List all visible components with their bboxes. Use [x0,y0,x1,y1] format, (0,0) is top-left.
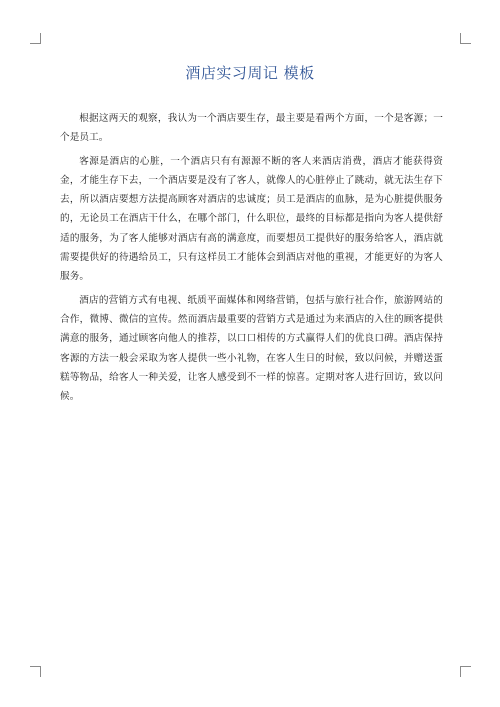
paragraph-intro: 根据这两天的观察，我认为一个酒店要生存，最主要是看两个方面，一个是客源；一个是员工。 [60,113,443,144]
paragraph-customers-staff: 客源是酒店的心脏，一个酒店只有有源源不断的客人来酒店消费，酒店才能获得资金，才能生存下去，一个酒店要是没有了客人，就像人的心脏停止了跳动，就无法生存下去，所以酒店要想方法提高顾客对酒店的忠诚度；员工是酒店的血脉，是为心脏提供服务的，无论员工在酒店干什么，在哪个部门，什么职位，最终的目标都是指向为客人提供舒适的服务，为了客人能够对酒店有高的满意度，而要想员工提供好的服务给客人，酒店就需要提供好的待遇给员工，只有这样员工才能体会到酒店对他的重视，才能更好的为客人服务。 [60,155,443,283]
document-title: 酒店实习周记 模板 [185,64,315,82]
crop-mark-bottom-right [460,666,471,677]
crop-mark-top-left [30,33,41,44]
document-body [60,109,443,410]
paragraph-marketing: 酒店的营销方式有电视、纸质平面媒体和网络营销，包括与旅行社合作，旅游网站的合作，微博、微信的宣传。然而酒店最重要的营销方式是通过为来酒店的入住的顾客提供满意的服务，通过顾客向他人的推荐，以口口相传的方式赢得人们的优良口碑。酒店保持客源的方法一般会采取为客人提供一些小礼物，在客人生日的时候，致以问候，并赠送蛋糕等物品，给客人一种关爱，让客人感受到不一样的惊喜。定期对客人进行回访，致以问候。 [60,294,443,403]
crop-mark-top-right [460,33,471,44]
crop-mark-bottom-left [30,666,41,677]
